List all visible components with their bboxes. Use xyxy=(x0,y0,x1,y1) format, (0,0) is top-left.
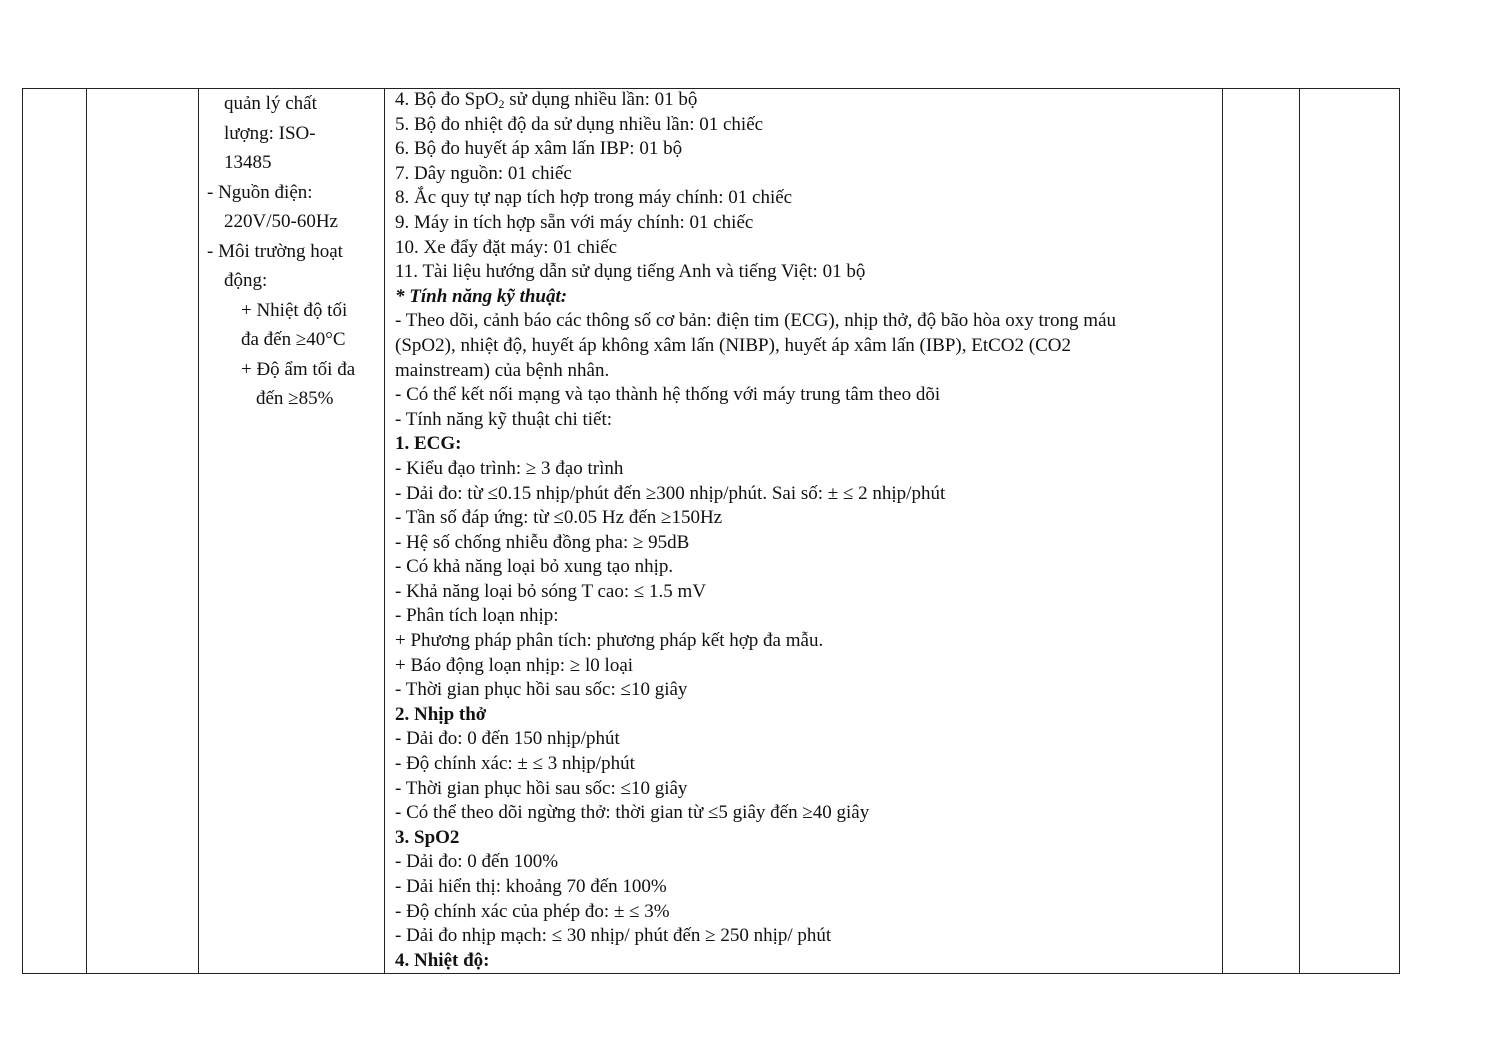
cell-line: (SpO2), nhiệt độ, huyết áp không xâm lấn (NIBP), huyết áp xâm lấn (IBP), EtCO2 (CO2 xyxy=(395,334,1071,356)
cell-line: - Tần số đáp ứng: từ ≤0.05 Hz đến ≥150Hz xyxy=(395,507,723,529)
cell-line: + Độ ẩm tối đa xyxy=(241,358,356,380)
cell-line: - Dải đo: từ ≤0.15 nhịp/phút đến ≥300 nhịp/phút. Sai số: ± ≤ 2 nhịp/phút xyxy=(395,482,946,504)
spec-table xyxy=(22,88,1400,974)
requirements-cell xyxy=(199,89,374,414)
cell-line: quản lý chất xyxy=(224,93,317,114)
cell-line: + Báo động loạn nhịp: ≥ l0 loại xyxy=(395,654,634,676)
cell-line: mainstream) của bệnh nhân. xyxy=(395,359,610,381)
cell-line: 6. Bộ đo huyết áp xâm lấn IBP: 01 bộ xyxy=(395,138,683,160)
cell-line: 7. Dây nguồn: 01 chiếc xyxy=(395,162,572,184)
section-heading: 2. Nhịp thở xyxy=(395,703,487,725)
cell-line: - Thời gian phục hồi sau sốc: ≤10 giây xyxy=(395,679,688,701)
cell-line: đa đến ≥40°C xyxy=(241,329,346,350)
cell-line: - Dải đo: 0 đến 100% xyxy=(395,851,559,873)
cell-line: - Có khả năng loại bỏ xung tạo nhịp. xyxy=(395,556,674,578)
cell-line: - Độ chính xác: ± ≤ 3 nhịp/phút xyxy=(395,753,635,775)
cell-line: - Thời gian phục hồi sau sốc: ≤10 giây xyxy=(395,777,688,799)
subscript: 2 xyxy=(498,97,505,111)
section-heading: * Tính năng kỹ thuật: xyxy=(395,285,568,307)
column-divider xyxy=(86,89,87,973)
column-divider xyxy=(1299,89,1300,973)
section-heading: 1. ECG: xyxy=(395,433,462,455)
cell-line: - Nguồn điện: xyxy=(207,181,313,203)
section-heading: 3. SpO2 xyxy=(395,826,460,848)
text-run: 4. Bộ đo SpO xyxy=(395,89,499,110)
cell-line: 9. Máy in tích hợp sẵn với máy chính: 01 chiếc xyxy=(395,211,754,233)
specification-cell xyxy=(395,88,1221,973)
cell-line: 11. Tài liệu hướng dẫn sử dụng tiếng Anh và tiếng Việt: 01 bộ xyxy=(395,261,866,283)
cell-line: 13485 xyxy=(224,152,272,173)
cell-line: - Môi trường hoạt xyxy=(207,240,343,262)
column-divider xyxy=(384,89,385,973)
cell-line: - Có thể theo dõi ngừng thở: thời gian từ ≤5 giây đến ≥40 giây xyxy=(395,802,870,824)
cell-line xyxy=(395,88,1221,113)
cell-line: 10. Xe đẩy đặt máy: 01 chiếc xyxy=(395,236,618,258)
column-divider xyxy=(1222,89,1223,973)
cell-line: + Nhiệt độ tối xyxy=(241,299,348,321)
cell-line: 220V/50-60Hz xyxy=(224,211,338,232)
cell-line: động: xyxy=(224,270,268,291)
cell-line: - Dải đo: 0 đến 150 nhịp/phút xyxy=(395,728,620,750)
cell-line: - Khả năng loại bỏ sóng T cao: ≤ 1.5 mV xyxy=(395,580,707,602)
cell-line: - Dải đo nhịp mạch: ≤ 30 nhịp/ phút đến ≥ 250 nhịp/ phút xyxy=(395,925,832,947)
cell-line: đến ≥85% xyxy=(256,388,334,409)
cell-line: + Phương pháp phân tích: phương pháp kết hợp đa mẫu. xyxy=(395,630,824,652)
cell-line: lượng: ISO- xyxy=(224,122,316,144)
cell-line: - Tính năng kỹ thuật chi tiết: xyxy=(395,408,613,430)
cell-line: 5. Bộ đo nhiệt độ da sử dụng nhiều lần: 01 chiếc xyxy=(395,113,764,135)
text-run: sử dụng nhiều lần: 01 bộ xyxy=(504,89,698,110)
cell-line: - Độ chính xác của phép đo: ± ≤ 3% xyxy=(395,900,670,922)
cell-line: 8. Ắc quy tự nạp tích hợp trong máy chính: 01 chiếc xyxy=(395,187,793,209)
cell-line: - Dải hiển thị: khoảng 70 đến 100% xyxy=(395,876,667,897)
cell-line: - Có thể kết nối mạng và tạo thành hệ thống với máy trung tâm theo dõi xyxy=(395,384,941,406)
cell-line: - Kiểu đạo trình: ≥ 3 đạo trình xyxy=(395,457,624,479)
cell-line: - Hệ số chống nhiễu đồng pha: ≥ 95dB xyxy=(395,531,690,553)
cell-line: - Theo dõi, cảnh báo các thông số cơ bản: điện tim (ECG), nhịp thở, độ bão hòa oxy trong máu xyxy=(395,310,1117,332)
cell-line: - Phân tích loạn nhịp: xyxy=(395,605,559,627)
section-heading: 4. Nhiệt độ: xyxy=(395,949,490,971)
